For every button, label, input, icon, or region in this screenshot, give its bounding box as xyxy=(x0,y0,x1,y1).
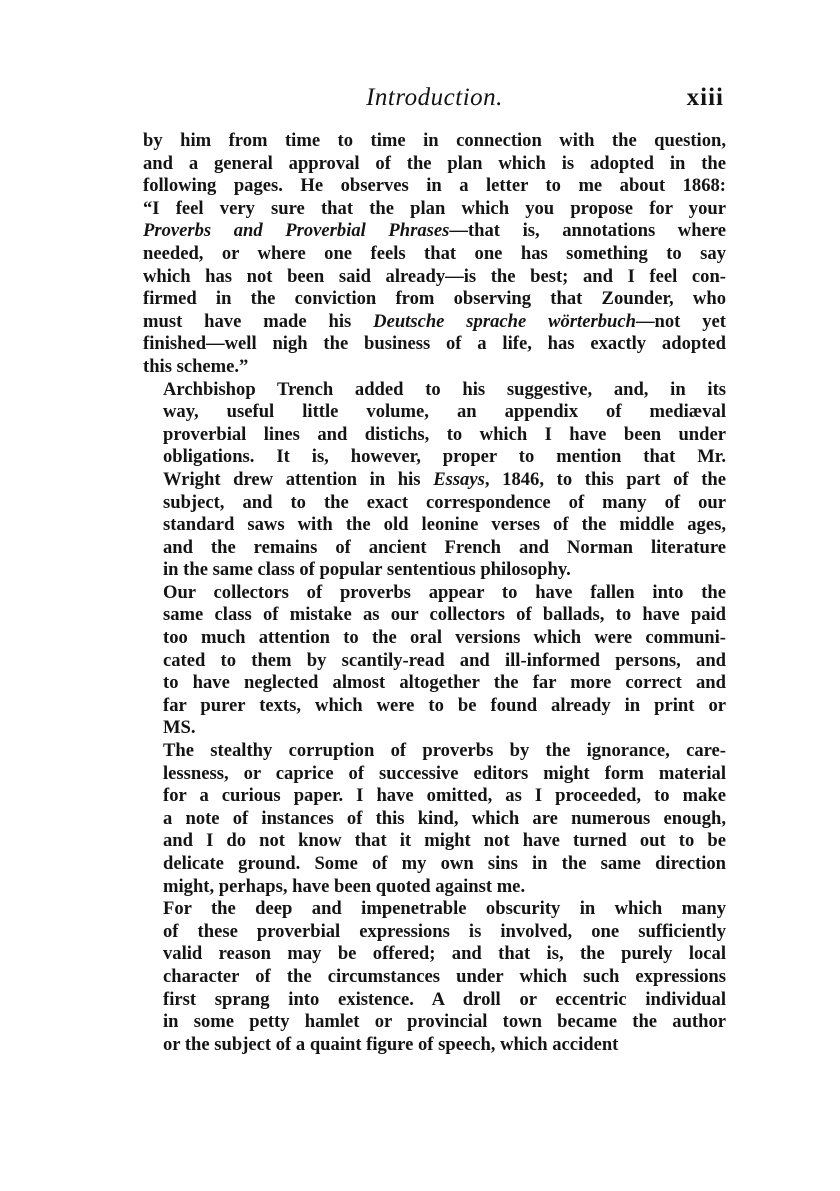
text-run: “I feel very sure that the plan which you propose for your xyxy=(143,197,726,219)
text-line xyxy=(143,266,726,289)
text-line xyxy=(143,153,726,176)
paragraph xyxy=(143,379,726,582)
text-line xyxy=(143,446,726,469)
text-line xyxy=(143,943,726,966)
text-run: cated to them by scantily-read and ill-informed persons, and xyxy=(163,649,726,671)
text-run: Our collectors of proverbs appear to have fallen into the xyxy=(163,581,726,603)
text-run: firmed in the conviction from observing that Zounder, who xyxy=(143,288,726,310)
text-run: in the same class of popular sententious philosophy. xyxy=(163,559,571,581)
text-run: for a curious paper. I have omitted, as I proceeded, to make xyxy=(163,785,726,807)
text-line xyxy=(143,695,726,718)
italic-title: Essays xyxy=(433,468,485,490)
text-run: too much attention to the oral versions which were communi- xyxy=(163,627,726,649)
page-number: xiii xyxy=(686,84,724,111)
text-line xyxy=(143,898,726,921)
text-run: For the deep and impenetrable obscurity in which many xyxy=(163,898,726,920)
text-line xyxy=(143,627,726,650)
text-run: and the remains of ancient French and Norman literature xyxy=(163,536,726,558)
text-run: a note of instances of this kind, which are numerous enough, xyxy=(163,807,726,829)
text-line xyxy=(143,989,726,1012)
italic-title: Proverbs and Proverbial Phrases xyxy=(143,220,450,242)
text-line xyxy=(143,808,726,831)
text-line xyxy=(143,401,726,424)
text-line xyxy=(143,785,726,808)
text-line xyxy=(143,198,726,221)
text-line xyxy=(143,1034,726,1057)
text-run: in some petty hamlet or provincial town became the author xyxy=(163,1011,726,1033)
text-run: following pages. He observes in a letter to me about 1868: xyxy=(143,175,726,197)
text-line xyxy=(143,424,726,447)
text-line xyxy=(143,740,726,763)
text-run: , 1846, to this part of the xyxy=(484,468,726,490)
text-run: of these proverbial expressions is involved, one sufficiently xyxy=(163,920,726,942)
text-line xyxy=(143,175,726,198)
paragraph xyxy=(143,582,726,740)
text-line xyxy=(143,356,726,379)
text-run: The stealthy corruption of proverbs by the ignorance, care- xyxy=(163,740,726,762)
text-line xyxy=(143,469,726,492)
text-line xyxy=(143,717,726,740)
text-run: proverbial lines and distichs, to which I have been under xyxy=(163,423,726,445)
text-line xyxy=(143,966,726,989)
paragraph xyxy=(143,130,726,379)
text-line xyxy=(143,288,726,311)
text-run: might, perhaps, have been quoted against me. xyxy=(163,875,526,897)
text-line xyxy=(143,514,726,537)
text-run: Wright drew attention in his xyxy=(163,468,434,490)
text-line xyxy=(143,604,726,627)
text-run: finished—well nigh the business of a life, has exactly adopted xyxy=(143,333,726,355)
text-line xyxy=(143,311,726,334)
text-line xyxy=(143,130,726,153)
text-run: way, useful little volume, an appendix of mediæval xyxy=(163,401,726,423)
text-line xyxy=(143,921,726,944)
text-run: by him from time to time in connection with the question, xyxy=(143,130,726,151)
text-run: MS. xyxy=(163,717,196,739)
text-run: must have made his xyxy=(143,310,374,332)
text-run: valid reason may be offered; and that is, the purely local xyxy=(163,943,726,965)
text-line xyxy=(143,763,726,786)
text-line xyxy=(143,333,726,356)
text-line xyxy=(143,492,726,515)
text-line xyxy=(143,650,726,673)
text-line xyxy=(143,876,726,899)
text-run: needed, or where one feels that one has something to say xyxy=(143,242,726,264)
text-run: lessness, or caprice of successive editors might form material xyxy=(163,762,726,784)
text-line xyxy=(143,537,726,560)
text-line xyxy=(143,672,726,695)
text-line xyxy=(143,853,726,876)
book-page xyxy=(143,84,726,1056)
text-run: Archbishop Trench added to his suggestive, and, in its xyxy=(163,378,726,400)
text-run: —not yet xyxy=(635,310,726,332)
text-line xyxy=(143,1011,726,1034)
text-run: to have neglected almost altogether the far more correct and xyxy=(163,672,726,694)
text-run: or the subject of a quaint figure of speech, which accident xyxy=(163,1033,619,1055)
italic-title: Deutsche sprache wörterbuch xyxy=(373,310,636,332)
text-line xyxy=(143,220,726,243)
running-title: Introduction. xyxy=(366,84,503,111)
page-header xyxy=(143,84,726,120)
text-run: subject, and to the exact correspondence of many of our xyxy=(163,491,726,513)
text-run: delicate ground. Some of my own sins in the same direction xyxy=(163,853,726,874)
text-run: and a general approval of the plan which is adopted in the xyxy=(143,152,726,174)
body-text xyxy=(143,130,726,1056)
text-run: which has not been said already—is the best; and I feel con- xyxy=(143,265,726,287)
text-run: standard saws with the old leonine verses of the middle ages, xyxy=(163,514,726,536)
text-line xyxy=(143,830,726,853)
text-run: and I do not know that it might not have turned out to be xyxy=(163,830,726,852)
text-run: first sprang into existence. A droll or eccentric individual xyxy=(163,988,726,1010)
paragraph xyxy=(143,740,726,898)
text-line xyxy=(143,243,726,266)
text-line xyxy=(143,559,726,582)
text-run: character of the circumstances under which such expressions xyxy=(163,965,726,987)
text-run: same class of mistake as our collectors of ballads, to have paid xyxy=(163,604,726,626)
paragraph xyxy=(143,898,726,1056)
text-run: this scheme.” xyxy=(143,355,249,377)
text-line xyxy=(143,582,726,605)
text-run: obligations. It is, however, proper to mention that Mr. xyxy=(163,446,726,468)
text-run: far purer texts, which were to be found already in print or xyxy=(163,694,726,716)
text-line xyxy=(143,379,726,402)
text-run: —that is, annotations where xyxy=(449,220,726,242)
